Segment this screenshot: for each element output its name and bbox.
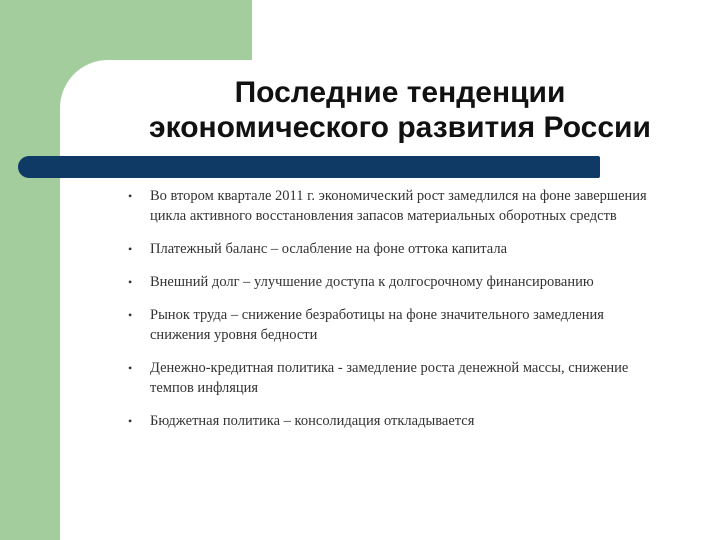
bullet-text: Денежно-кредитная политика - замедление роста денежной массы, снижение темпов инфляция xyxy=(150,360,629,396)
bullet-dot-icon: • xyxy=(128,275,133,289)
bullet-item xyxy=(128,186,648,226)
bullet-text: Бюджетная политика – консолидация откладывается xyxy=(150,413,475,429)
title-divider-bar xyxy=(18,156,600,178)
bullet-dot-icon: • xyxy=(128,189,133,203)
bullet-list xyxy=(128,186,648,431)
bullet-text: Платежный баланс – ослабление на фоне оттока капитала xyxy=(150,241,508,257)
bullet-dot-icon: • xyxy=(128,242,133,256)
bullet-dot-icon: • xyxy=(128,361,133,375)
bullet-text: Рынок труда – снижение безработицы на фоне значительного замедления снижения уровня бедности xyxy=(150,307,604,343)
bullet-text: Внешний долг – улучшение доступа к долгосрочному финансированию xyxy=(150,274,594,290)
title-line-1: Последние тенденции xyxy=(234,76,566,109)
bullet-dot-icon: • xyxy=(128,414,133,428)
bullet-text: Во втором квартале 2011 г. экономический рост замедлился на фоне завершения цикла активного восстановления запасов материальных оборотных средств xyxy=(150,188,647,224)
bullet-item xyxy=(128,272,648,292)
bullet-dot-icon: • xyxy=(128,308,133,322)
slide-title xyxy=(90,75,710,145)
bullet-item xyxy=(128,239,648,259)
bullet-item xyxy=(128,411,648,431)
title-line-2: экономического развития России xyxy=(149,111,651,144)
bullet-item xyxy=(128,358,648,398)
bullet-item xyxy=(128,305,648,345)
